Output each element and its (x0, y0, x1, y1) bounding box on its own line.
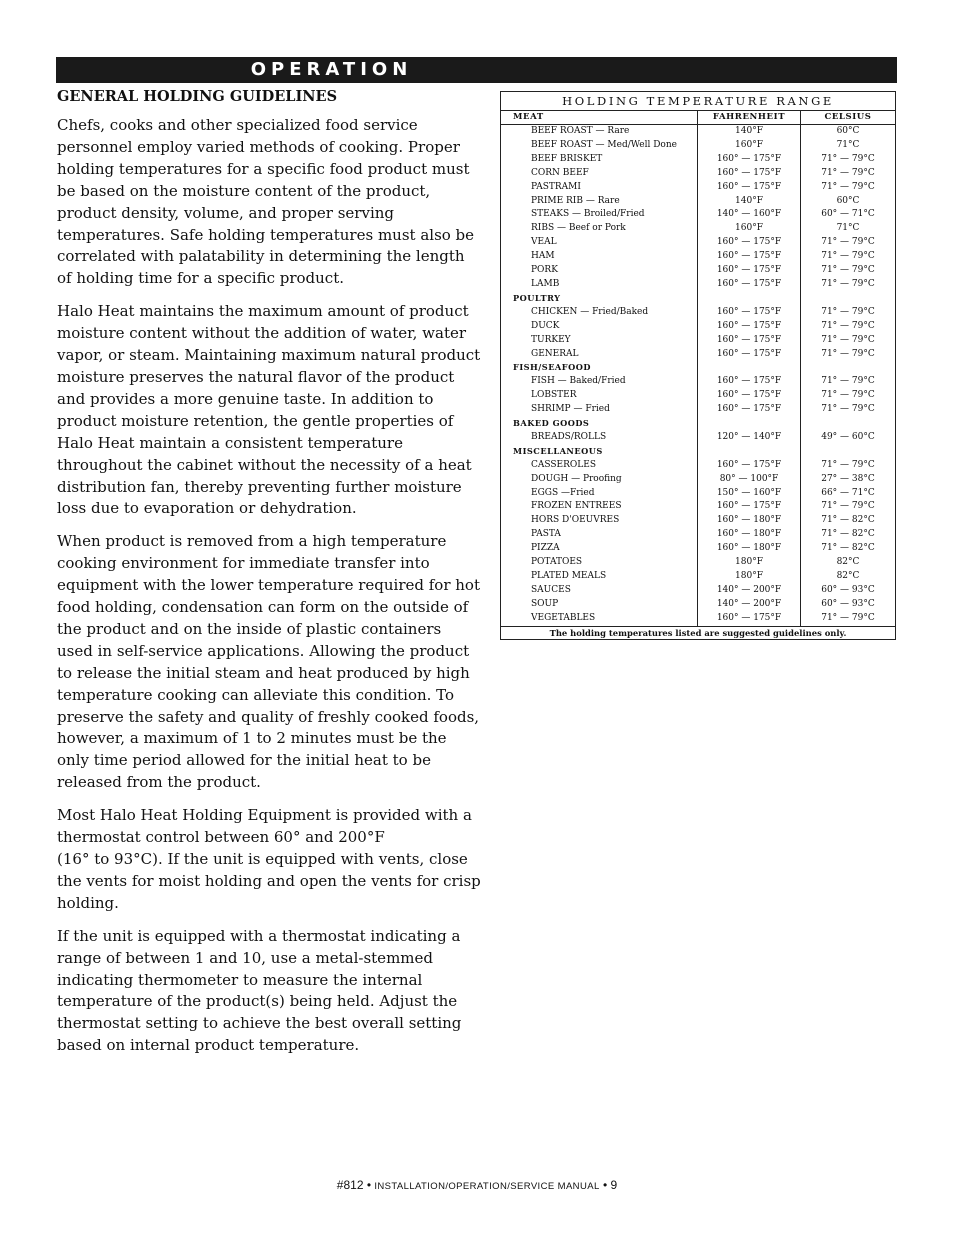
celsius-value: 82°C (836, 571, 860, 581)
table-row (501, 403, 895, 417)
celsius-value: 71° — 82°C (821, 529, 875, 540)
fahrenheit-value: 160° — 175°F (698, 278, 801, 292)
food-item: SAUCES (501, 584, 698, 598)
celsius-value: 71° — 79°C (821, 459, 875, 470)
celsius-value: 71° — 79°C (821, 265, 875, 276)
food-item: CORN BEEF (501, 167, 698, 181)
table-row (501, 473, 895, 487)
celsius-value: 60° — 93°C (821, 584, 875, 595)
paragraph: When product is removed from a high temperature cooking environment for immediate transfer into equipment with the lower temperature required for hot food holding, condensation can form on the outside of the product and on the inside of plastic containers used in self-service applications. Allowing the product to release the initial steam and heat produced by high temperature cooking can alleviate this condition. To preserve the safety and quality of freshly cooked foods, however, a maximum of 1 to 2 minutes must be the only time period allowed for the initial heat to be released from the product. (57, 532, 480, 792)
table-row (501, 389, 895, 403)
fahrenheit-value: 160° — 175°F (698, 375, 801, 389)
fahrenheit-value: 160° — 175°F (698, 306, 801, 320)
empty-cell (801, 361, 895, 375)
table-category-row (501, 417, 895, 431)
table-row (501, 598, 895, 612)
holding-temperature-table (500, 91, 896, 640)
table-category-row (501, 361, 895, 375)
table-row (501, 264, 895, 278)
food-item: VEGETABLES (501, 612, 698, 626)
celsius-value: 71° — 79°C (821, 153, 875, 164)
table-row (501, 208, 895, 222)
table-category-row (501, 445, 895, 459)
food-item: FISH — Baked/Fried (501, 375, 698, 389)
fahrenheit-value: 160° — 175°F (698, 167, 801, 181)
fahrenheit-value: 160° — 180°F (698, 514, 801, 528)
table-row (501, 500, 895, 514)
fahrenheit-value: 140°F (698, 195, 801, 209)
celsius-value: 60°C (836, 126, 860, 136)
footer-page-number: • 9 (602, 1178, 618, 1192)
fahrenheit-value: 80° — 100°F (698, 473, 801, 487)
category-label: FISH/SEAFOOD (501, 361, 698, 375)
fahrenheit-value: 160° — 175°F (698, 348, 801, 362)
food-item: BEEF BRISKET (501, 153, 698, 167)
empty-cell (801, 445, 895, 459)
table-row (501, 181, 895, 195)
table-row (501, 139, 895, 153)
fahrenheit-value: 160° — 175°F (698, 500, 801, 514)
celsius-value: 71° — 82°C (821, 543, 875, 554)
food-item: DUCK (501, 320, 698, 334)
food-item: SHRIMP — Fried (501, 403, 698, 417)
table-row (501, 306, 895, 320)
celsius-value: 71° — 79°C (821, 334, 875, 345)
fahrenheit-value: 160° — 180°F (698, 528, 801, 542)
fahrenheit-value: 160° — 175°F (698, 250, 801, 264)
celsius-value: 71° — 79°C (821, 306, 875, 317)
celsius-value: 71° — 82°C (821, 515, 875, 526)
celsius-value: 71° — 79°C (821, 251, 875, 262)
table-row (501, 195, 895, 209)
celsius-column-header: CELSIUS (824, 112, 872, 122)
table-title: HOLDING TEMPERATURE RANGE (501, 92, 895, 111)
celsius-value: 71°C (836, 223, 860, 234)
table-row (501, 542, 895, 556)
food-item: STEAKS — Broiled/Fried (501, 208, 698, 222)
food-item: VEAL (501, 236, 698, 250)
fahrenheit-value: 140° — 160°F (698, 208, 801, 222)
section-banner (56, 57, 897, 83)
food-item: RIBS — Beef or Pork (501, 222, 698, 236)
celsius-value: 71° — 79°C (821, 390, 875, 401)
food-item: BEEF ROAST — Med/Well Done (501, 139, 698, 153)
food-item: HAM (501, 250, 698, 264)
fahrenheit-value: 140° — 200°F (698, 598, 801, 612)
celsius-value: 71° — 79°C (821, 320, 875, 331)
paragraph: Most Halo Heat Holding Equipment is provided with a thermostat control between 60° and 200°F (16° to 93°C). If the unit is equipped with vents, close the vents for moist holding and open the vents for crisp holding. (57, 806, 481, 912)
table-row (501, 236, 895, 250)
table-row (501, 375, 895, 389)
paragraph: Chefs, cooks and other specialized food service personnel employ varied methods of cooking. Proper holding temperatures for a specific food product must be based on the moisture content of the product, product density, volume, and proper serving temperatures. Safe holding temperatures must also be correlated with palatability in determining the length of holding time for a specific product. (57, 116, 475, 288)
table-note: The holding temperatures listed are suggested guidelines only. (501, 626, 895, 640)
fahrenheit-value: 120° — 140°F (698, 431, 801, 445)
table-row (501, 278, 895, 292)
table-row (501, 514, 895, 528)
empty-cell (698, 292, 801, 306)
celsius-value: 71° — 79°C (821, 278, 875, 289)
table-row (501, 584, 895, 598)
celsius-value: 71° — 79°C (821, 181, 875, 192)
celsius-value: 60° — 93°C (821, 598, 875, 609)
footer-prefix: #812 • (336, 1178, 372, 1192)
fahrenheit-value: 160° — 175°F (698, 612, 801, 626)
food-item: PRIME RIB — Rare (501, 195, 698, 209)
food-item: BEEF ROAST — Rare (501, 125, 698, 139)
fahrenheit-value: 140° — 200°F (698, 584, 801, 598)
table-header-row (501, 111, 895, 125)
table-row (501, 570, 895, 584)
food-item: GENERAL (501, 348, 698, 362)
section-title: GENERAL HOLDING GUIDELINES (57, 88, 338, 105)
fahrenheit-value: 160° — 175°F (698, 153, 801, 167)
food-item: CASSEROLES (501, 459, 698, 473)
table-row (501, 348, 895, 362)
food-item: PIZZA (501, 542, 698, 556)
table-row (501, 431, 895, 445)
food-item: SOUP (501, 598, 698, 612)
food-item: LOBSTER (501, 389, 698, 403)
empty-cell (698, 361, 801, 375)
celsius-value: 71°C (836, 139, 860, 150)
fahrenheit-value: 160° — 175°F (698, 236, 801, 250)
fahrenheit-value: 180°F (698, 556, 801, 570)
empty-cell (698, 445, 801, 459)
celsius-value: 71° — 79°C (821, 167, 875, 178)
table-row (501, 459, 895, 473)
celsius-value: 71° — 79°C (821, 348, 875, 359)
fahrenheit-value: 140°F (698, 125, 801, 139)
celsius-value: 66° — 71°C (821, 487, 875, 498)
celsius-value: 71° — 79°C (821, 237, 875, 248)
celsius-value: 49° — 60°C (821, 431, 875, 442)
table-category-row (501, 292, 895, 306)
category-label: MISCELLANEOUS (501, 445, 698, 459)
fahrenheit-value: 180°F (698, 570, 801, 584)
food-item: TURKEY (501, 334, 698, 348)
table-row (501, 125, 895, 139)
food-item: DOUGH — Proofing (501, 473, 698, 487)
table-row (501, 487, 895, 501)
celsius-value: 82°C (836, 557, 860, 568)
table-body (501, 125, 895, 626)
fahrenheit-value: 160°F (698, 222, 801, 236)
fahrenheit-value: 160° — 175°F (698, 334, 801, 348)
table-row (501, 612, 895, 626)
table-row (501, 556, 895, 570)
fahrenheit-value: 150° — 160°F (698, 487, 801, 501)
paragraph: Halo Heat maintains the maximum amount of product moisture content without the addition of water, water vapor, or steam. Maintaining maximum natural product moisture preserves the natural flavor of the product and provides a more genuine taste. In addition to product moisture retention, the gentle properties of Halo Heat maintain a consistent temperature throughout the cabinet without the necessity of a heat distribution fan, thereby preventing further moisture loss due to evaporation or dehydration. (57, 302, 481, 518)
table-row (501, 167, 895, 181)
fahrenheit-value: 160° — 175°F (698, 320, 801, 334)
empty-cell (801, 417, 895, 431)
food-item: CHICKEN — Fried/Baked (501, 306, 698, 320)
food-item: PASTRAMI (501, 181, 698, 195)
category-label: POULTRY (501, 292, 698, 306)
fahrenheit-value: 160°F (698, 139, 801, 153)
table-row (501, 222, 895, 236)
paragraph: If the unit is equipped with a thermostat indicating a range of between 1 and 10, use a metal-stemmed indicating thermometer to measure the internal temperature of the product(s) being held. Adjust the thermostat setting to achieve the best overall setting based on internal product temperature. (57, 926, 462, 1055)
category-label: BAKED GOODS (501, 417, 698, 431)
empty-cell (698, 417, 801, 431)
celsius-value: 71° — 79°C (821, 404, 875, 415)
food-item: HORS D'OEUVRES (501, 514, 698, 528)
food-item: POTATOES (501, 556, 698, 570)
celsius-value: 60°C (836, 195, 860, 206)
fahrenheit-value: 160° — 175°F (698, 459, 801, 473)
food-item: BREADS/ROLLS (501, 431, 698, 445)
celsius-value: 71° — 79°C (821, 501, 875, 512)
fahrenheit-column-header: FAHRENHEIT (698, 111, 801, 124)
page-footer (0, 1178, 954, 1192)
food-item: LAMB (501, 278, 698, 292)
meat-column-header: MEAT (501, 111, 698, 124)
food-item: PASTA (501, 528, 698, 542)
guidelines-column (57, 88, 481, 1068)
food-item: FROZEN ENTREES (501, 500, 698, 514)
celsius-value: 71° — 79°C (821, 612, 875, 623)
table-row (501, 320, 895, 334)
table-row (501, 528, 895, 542)
table-row (501, 250, 895, 264)
fahrenheit-value: 160° — 175°F (698, 389, 801, 403)
fahrenheit-value: 160° — 175°F (698, 181, 801, 195)
table-row (501, 153, 895, 167)
banner-title: OPERATION (250, 59, 413, 80)
empty-cell (801, 292, 895, 306)
table-row (501, 334, 895, 348)
food-item: PLATED MEALS (501, 570, 698, 584)
footer-manual-title: INSTALLATION/OPERATION/SERVICE MANUAL (374, 1181, 600, 1192)
celsius-value: 71° — 79°C (821, 376, 875, 387)
celsius-value: 60° — 71°C (821, 209, 875, 220)
fahrenheit-value: 160° — 175°F (698, 403, 801, 417)
fahrenheit-value: 160° — 175°F (698, 264, 801, 278)
celsius-value: 27° — 38°C (821, 473, 875, 484)
food-item: PORK (501, 264, 698, 278)
fahrenheit-value: 160° — 180°F (698, 542, 801, 556)
food-item: EGGS —Fried (501, 487, 698, 501)
